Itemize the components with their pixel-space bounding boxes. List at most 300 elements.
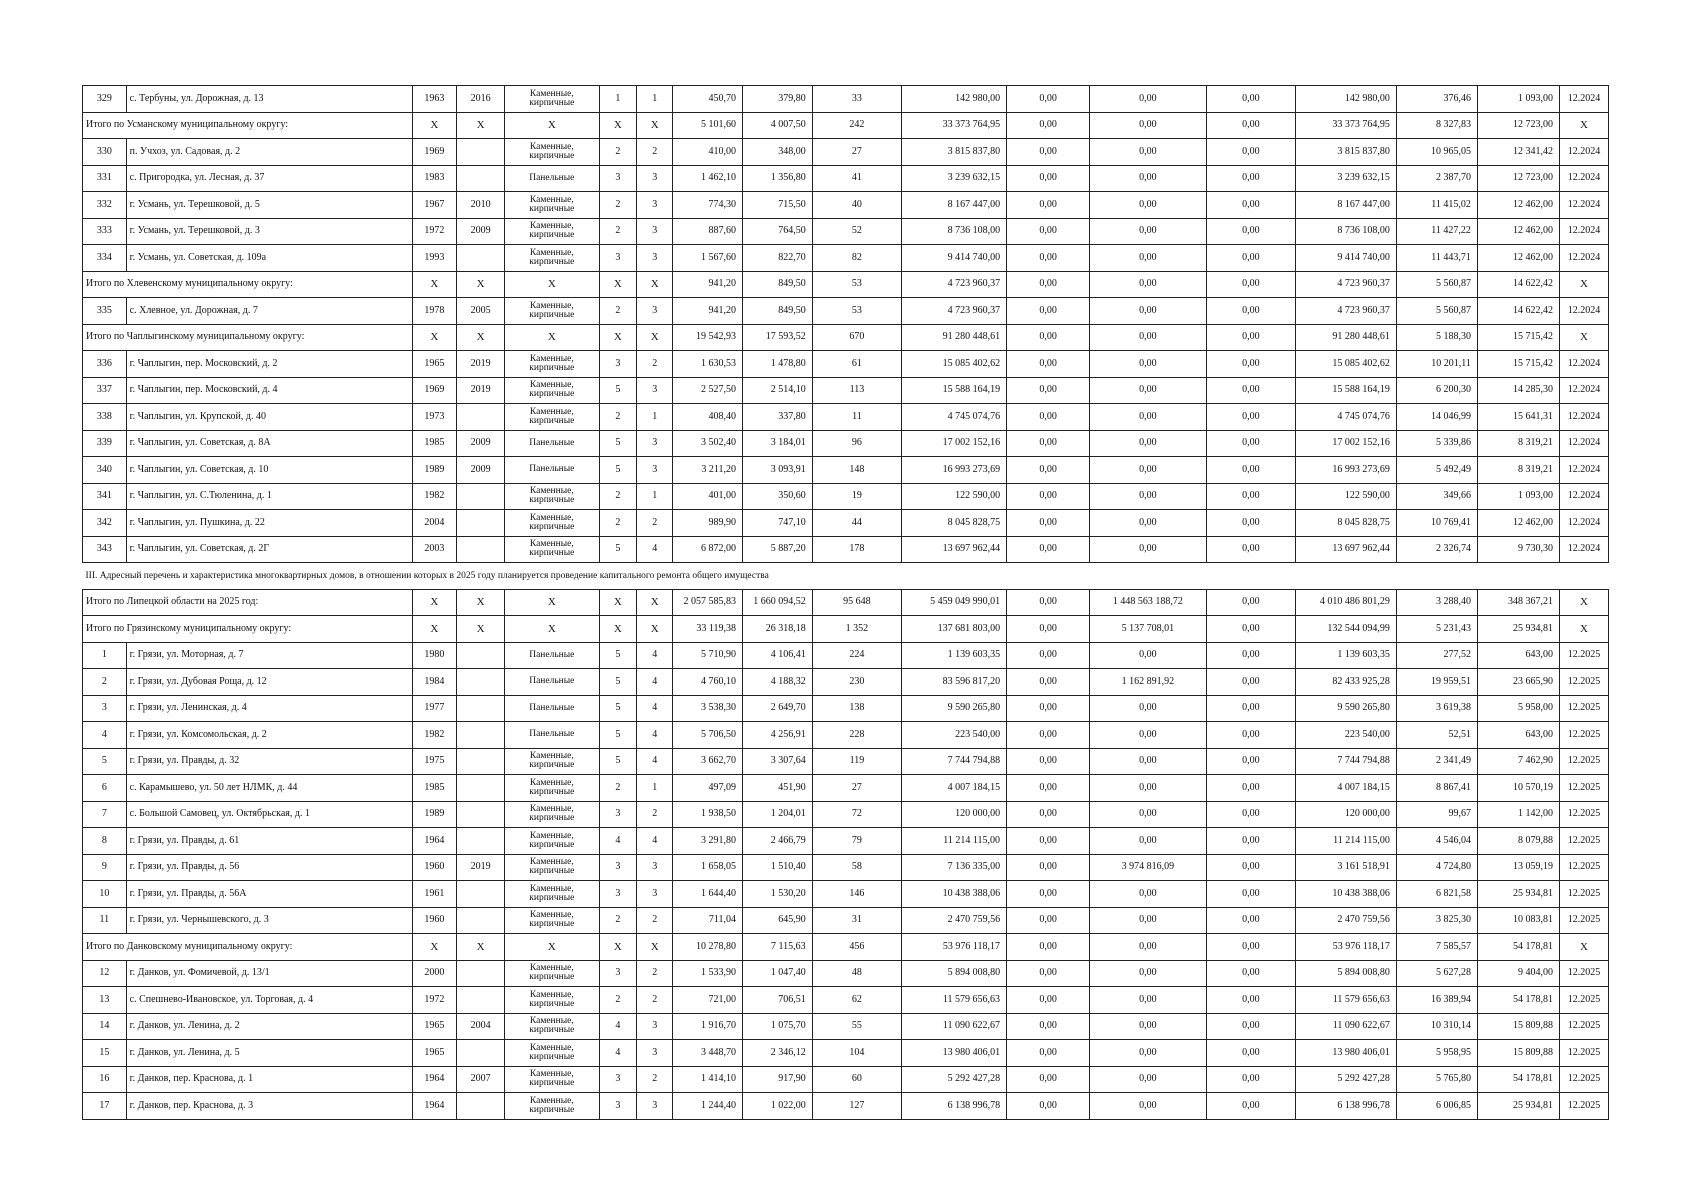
wall-material-cell: Каменные, кирпичные [505, 828, 600, 855]
entrances-cell: 3 [637, 854, 673, 881]
c2-cell: 0,00 [1090, 86, 1206, 113]
entrances-cell: 4 [637, 722, 673, 749]
unit-cell: 6 006,85 [1396, 1093, 1477, 1120]
wall-material-cell: X [505, 589, 600, 616]
year-built-cell: 1963 [412, 86, 457, 113]
last-repair-year-cell: X [457, 112, 505, 139]
wall-material-cell: Каменные, кирпичные [505, 748, 600, 775]
people-cell: 62 [812, 987, 901, 1014]
c1-cell: 0,00 [1007, 748, 1090, 775]
c3-cell: 0,00 [1206, 298, 1295, 325]
last-repair-year-cell: 2005 [457, 298, 505, 325]
c4-cell: 15 085 402,62 [1296, 351, 1397, 378]
term-cell: 12.2025 [1560, 775, 1609, 802]
c3-cell: 0,00 [1206, 1093, 1295, 1120]
year-built-cell: 2000 [412, 960, 457, 987]
row-number: 340 [83, 457, 127, 484]
section-heading: III. Адресный перечень и характеристика многоквартирных домов, в отношении которых в 2025 году планируется проведение капитального ремонта общего имущества [83, 563, 1609, 590]
c1-cell: 0,00 [1007, 457, 1090, 484]
area-res-cell: 1 530,20 [743, 881, 813, 908]
year-built-cell: 1984 [412, 669, 457, 696]
limit-cell: 5 958,00 [1477, 695, 1559, 722]
wall-material-cell: Каменные, кирпичные [505, 1093, 600, 1120]
c2-cell: 0,00 [1090, 324, 1206, 351]
area-res-cell: 1 660 094,52 [743, 589, 813, 616]
c4-cell: 11 090 622,67 [1296, 1013, 1397, 1040]
unit-cell: 52,51 [1396, 722, 1477, 749]
area-res-cell: 5 887,20 [743, 536, 813, 563]
floors-cell: 1 [599, 86, 636, 113]
limit-cell: 348 367,21 [1477, 589, 1559, 616]
limit-cell: 643,00 [1477, 642, 1559, 669]
year-built-cell: 1969 [412, 139, 457, 166]
people-cell: 148 [812, 457, 901, 484]
area-total-cell: 5 101,60 [673, 112, 743, 139]
c1-cell: 0,00 [1007, 934, 1090, 961]
c3-cell: 0,00 [1206, 218, 1295, 245]
wall-material-cell: Каменные, кирпичные [505, 139, 600, 166]
area-res-cell: 7 115,63 [743, 934, 813, 961]
c4-cell: 11 579 656,63 [1296, 987, 1397, 1014]
unit-cell: 4 724,80 [1396, 854, 1477, 881]
table-row [83, 351, 1609, 378]
wall-material-cell: X [505, 324, 600, 351]
unit-cell: 99,67 [1396, 801, 1477, 828]
address-cell: п. Учхоз, ул. Садовая, д. 2 [126, 139, 412, 166]
area-res-cell: 3 093,91 [743, 457, 813, 484]
area-total-cell: 711,04 [673, 907, 743, 934]
row-number: 16 [83, 1066, 127, 1093]
c2-cell: 0,00 [1090, 430, 1206, 457]
address-cell: с. Тербуны, ул. Дорожная, д. 13 [126, 86, 412, 113]
address-cell: г. Данков, ул. Фомичевой, д. 13/1 [126, 960, 412, 987]
entrances-cell: 2 [637, 1066, 673, 1093]
area-total-cell: 401,00 [673, 483, 743, 510]
year-built-cell: 1960 [412, 854, 457, 881]
address-cell: г. Чаплыгин, пер. Московский, д. 4 [126, 377, 412, 404]
c3-cell: 0,00 [1206, 1040, 1295, 1067]
address-cell: г. Грязи, ул. Чернышевского, д. 3 [126, 907, 412, 934]
address-cell: г. Грязи, ул. Ленинская, д. 4 [126, 695, 412, 722]
c3-cell: 0,00 [1206, 139, 1295, 166]
floors-cell: 5 [599, 457, 636, 484]
c3-cell: 0,00 [1206, 748, 1295, 775]
floors-cell: 3 [599, 351, 636, 378]
wall-material-cell: Каменные, кирпичные [505, 192, 600, 219]
c1-cell: 0,00 [1007, 1013, 1090, 1040]
limit-cell: 23 665,90 [1477, 669, 1559, 696]
c1-cell: 0,00 [1007, 775, 1090, 802]
year-built-cell: 1993 [412, 245, 457, 272]
unit-cell: 5 231,43 [1396, 616, 1477, 643]
wall-material-cell: Панельные [505, 457, 600, 484]
address-cell: г. Усмань, ул. Терешковой, д. 5 [126, 192, 412, 219]
c4-cell: 3 161 518,91 [1296, 854, 1397, 881]
term-cell: 12.2024 [1560, 430, 1609, 457]
c3-cell: 0,00 [1206, 642, 1295, 669]
limit-cell: 25 934,81 [1477, 616, 1559, 643]
cost-cell: 120 000,00 [902, 801, 1007, 828]
address-cell: г. Данков, пер. Краснова, д. 3 [126, 1093, 412, 1120]
unit-cell: 2 341,49 [1396, 748, 1477, 775]
c1-cell: 0,00 [1007, 801, 1090, 828]
people-cell: 52 [812, 218, 901, 245]
row-number: 336 [83, 351, 127, 378]
year-built-cell: 1983 [412, 165, 457, 192]
year-built-cell: 1965 [412, 1013, 457, 1040]
floors-cell: X [599, 271, 636, 298]
table-row [83, 1040, 1609, 1067]
year-built-cell: 1972 [412, 218, 457, 245]
c1-cell: 0,00 [1007, 510, 1090, 537]
limit-cell: 12 462,00 [1477, 510, 1559, 537]
floors-cell: X [599, 616, 636, 643]
people-cell: 104 [812, 1040, 901, 1067]
limit-cell: 12 723,00 [1477, 165, 1559, 192]
wall-material-cell: Каменные, кирпичные [505, 881, 600, 908]
last-repair-year-cell: 2016 [457, 86, 505, 113]
area-res-cell: 706,51 [743, 987, 813, 1014]
row-number: 7 [83, 801, 127, 828]
entrances-cell: 3 [637, 245, 673, 272]
floors-cell: X [599, 112, 636, 139]
limit-cell: 12 723,00 [1477, 112, 1559, 139]
subtotal-row [83, 589, 1609, 616]
table-row [83, 483, 1609, 510]
address-cell: г. Данков, ул. Ленина, д. 5 [126, 1040, 412, 1067]
area-total-cell: 1 567,60 [673, 245, 743, 272]
area-total-cell: 1 658,05 [673, 854, 743, 881]
c3-cell: 0,00 [1206, 351, 1295, 378]
limit-cell: 54 178,81 [1477, 987, 1559, 1014]
c2-cell: 0,00 [1090, 1040, 1206, 1067]
limit-cell: 643,00 [1477, 722, 1559, 749]
cost-cell: 16 993 273,69 [902, 457, 1007, 484]
year-built-cell: 1964 [412, 1093, 457, 1120]
area-total-cell: 887,60 [673, 218, 743, 245]
address-cell: г. Данков, ул. Ленина, д. 2 [126, 1013, 412, 1040]
unit-cell: 3 619,38 [1396, 695, 1477, 722]
row-number: 1 [83, 642, 127, 669]
table-row [83, 960, 1609, 987]
row-number: 5 [83, 748, 127, 775]
cost-cell: 4 007 184,15 [902, 775, 1007, 802]
term-cell: 12.2024 [1560, 457, 1609, 484]
wall-material-cell: Каменные, кирпичные [505, 218, 600, 245]
unit-cell: 11 415,02 [1396, 192, 1477, 219]
last-repair-year-cell: 2009 [457, 430, 505, 457]
floors-cell: 5 [599, 748, 636, 775]
wall-material-cell: Каменные, кирпичные [505, 298, 600, 325]
entrances-cell: 1 [637, 775, 673, 802]
c1-cell: 0,00 [1007, 1093, 1090, 1120]
cost-cell: 9 590 265,80 [902, 695, 1007, 722]
limit-cell: 15 641,31 [1477, 404, 1559, 431]
table-row [83, 722, 1609, 749]
table-row [83, 642, 1609, 669]
c3-cell: 0,00 [1206, 483, 1295, 510]
limit-cell: 12 462,00 [1477, 218, 1559, 245]
limit-cell: 54 178,81 [1477, 1066, 1559, 1093]
last-repair-year-cell [457, 748, 505, 775]
entrances-cell: X [637, 934, 673, 961]
wall-material-cell: Панельные [505, 669, 600, 696]
year-built-cell: 1989 [412, 801, 457, 828]
year-built-cell: X [412, 589, 457, 616]
last-repair-year-cell [457, 695, 505, 722]
last-repair-year-cell: X [457, 324, 505, 351]
area-total-cell: 1 244,40 [673, 1093, 743, 1120]
term-cell: 12.2024 [1560, 510, 1609, 537]
year-built-cell: 1989 [412, 457, 457, 484]
row-number: 334 [83, 245, 127, 272]
cost-cell: 4 723 960,37 [902, 271, 1007, 298]
people-cell: 11 [812, 404, 901, 431]
row-number: 17 [83, 1093, 127, 1120]
row-number: 6 [83, 775, 127, 802]
area-res-cell: 715,50 [743, 192, 813, 219]
subtotal-label: Итого по Грязинскому муниципальному округу: [83, 616, 413, 643]
c2-cell: 0,00 [1090, 218, 1206, 245]
cost-cell: 7 744 794,88 [902, 748, 1007, 775]
c1-cell: 0,00 [1007, 881, 1090, 908]
limit-cell: 12 462,00 [1477, 192, 1559, 219]
area-total-cell: 410,00 [673, 139, 743, 166]
row-number: 342 [83, 510, 127, 537]
table-row [83, 165, 1609, 192]
row-number: 341 [83, 483, 127, 510]
wall-material-cell: Каменные, кирпичные [505, 907, 600, 934]
wall-material-cell: Каменные, кирпичные [505, 510, 600, 537]
c2-cell: 0,00 [1090, 1013, 1206, 1040]
c2-cell: 0,00 [1090, 457, 1206, 484]
floors-cell: 2 [599, 510, 636, 537]
area-total-cell: 774,30 [673, 192, 743, 219]
cost-cell: 15 588 164,19 [902, 377, 1007, 404]
unit-cell: 11 427,22 [1396, 218, 1477, 245]
year-built-cell: X [412, 324, 457, 351]
area-total-cell: 941,20 [673, 298, 743, 325]
limit-cell: 8 319,21 [1477, 430, 1559, 457]
term-cell: 12.2025 [1560, 695, 1609, 722]
table-row [83, 245, 1609, 272]
area-total-cell: 6 872,00 [673, 536, 743, 563]
term-cell: 12.2025 [1560, 1040, 1609, 1067]
area-res-cell: 3 184,01 [743, 430, 813, 457]
area-res-cell: 1 510,40 [743, 854, 813, 881]
cost-cell: 11 090 622,67 [902, 1013, 1007, 1040]
year-built-cell: 1975 [412, 748, 457, 775]
floors-cell: 5 [599, 722, 636, 749]
floors-cell: 3 [599, 245, 636, 272]
entrances-cell: 3 [637, 430, 673, 457]
c4-cell: 3 815 837,80 [1296, 139, 1397, 166]
people-cell: 113 [812, 377, 901, 404]
people-cell: 40 [812, 192, 901, 219]
c2-cell: 0,00 [1090, 298, 1206, 325]
c1-cell: 0,00 [1007, 112, 1090, 139]
area-res-cell: 1 075,70 [743, 1013, 813, 1040]
term-cell: X [1560, 271, 1609, 298]
floors-cell: X [599, 324, 636, 351]
people-cell: 670 [812, 324, 901, 351]
wall-material-cell: Каменные, кирпичные [505, 351, 600, 378]
year-built-cell: 1969 [412, 377, 457, 404]
c4-cell: 91 280 448,61 [1296, 324, 1397, 351]
c2-cell: 1 448 563 188,72 [1090, 589, 1206, 616]
c1-cell: 0,00 [1007, 695, 1090, 722]
people-cell: 27 [812, 139, 901, 166]
year-built-cell: X [412, 112, 457, 139]
people-cell: 79 [812, 828, 901, 855]
cost-cell: 6 138 996,78 [902, 1093, 1007, 1120]
entrances-cell: 3 [637, 881, 673, 908]
area-res-cell: 2 346,12 [743, 1040, 813, 1067]
row-number: 331 [83, 165, 127, 192]
wall-material-cell: Панельные [505, 695, 600, 722]
area-res-cell: 764,50 [743, 218, 813, 245]
wall-material-cell: Каменные, кирпичные [505, 1013, 600, 1040]
area-total-cell: 2 057 585,83 [673, 589, 743, 616]
floors-cell: 5 [599, 669, 636, 696]
limit-cell: 10 083,81 [1477, 907, 1559, 934]
c4-cell: 122 590,00 [1296, 483, 1397, 510]
area-total-cell: 5 710,90 [673, 642, 743, 669]
address-cell: г. Чаплыгин, ул. Крупской, д. 40 [126, 404, 412, 431]
area-total-cell: 408,40 [673, 404, 743, 431]
last-repair-year-cell [457, 907, 505, 934]
c1-cell: 0,00 [1007, 430, 1090, 457]
entrances-cell: 3 [637, 457, 673, 484]
c4-cell: 6 138 996,78 [1296, 1093, 1397, 1120]
floors-cell: 2 [599, 218, 636, 245]
cost-cell: 11 579 656,63 [902, 987, 1007, 1014]
row-number: 9 [83, 854, 127, 881]
address-cell: г. Грязи, ул. Комсомольская, д. 2 [126, 722, 412, 749]
term-cell: 12.2025 [1560, 1066, 1609, 1093]
subtotal-row [83, 616, 1609, 643]
unit-cell: 5 188,30 [1396, 324, 1477, 351]
c4-cell: 10 438 388,06 [1296, 881, 1397, 908]
c3-cell: 0,00 [1206, 987, 1295, 1014]
wall-material-cell: Панельные [505, 430, 600, 457]
entrances-cell: X [637, 112, 673, 139]
last-repair-year-cell: 2010 [457, 192, 505, 219]
subtotal-label: Итого по Липецкой области на 2025 год: [83, 589, 413, 616]
c2-cell: 0,00 [1090, 192, 1206, 219]
unit-cell: 5 560,87 [1396, 298, 1477, 325]
c2-cell: 0,00 [1090, 934, 1206, 961]
floors-cell: 5 [599, 536, 636, 563]
c2-cell: 0,00 [1090, 351, 1206, 378]
area-total-cell: 3 448,70 [673, 1040, 743, 1067]
row-number: 15 [83, 1040, 127, 1067]
c4-cell: 8 045 828,75 [1296, 510, 1397, 537]
row-number: 4 [83, 722, 127, 749]
table-row [83, 218, 1609, 245]
c4-cell: 142 980,00 [1296, 86, 1397, 113]
unit-cell: 376,46 [1396, 86, 1477, 113]
area-res-cell: 337,80 [743, 404, 813, 431]
cost-cell: 2 470 759,56 [902, 907, 1007, 934]
term-cell: 12.2025 [1560, 748, 1609, 775]
area-res-cell: 26 318,18 [743, 616, 813, 643]
entrances-cell: 2 [637, 907, 673, 934]
c3-cell: 0,00 [1206, 165, 1295, 192]
cost-cell: 7 136 335,00 [902, 854, 1007, 881]
cost-cell: 13 697 962,44 [902, 536, 1007, 563]
table-row [83, 1013, 1609, 1040]
area-res-cell: 747,10 [743, 510, 813, 537]
c1-cell: 0,00 [1007, 907, 1090, 934]
c2-cell: 3 974 816,09 [1090, 854, 1206, 881]
unit-cell: 6 821,58 [1396, 881, 1477, 908]
area-res-cell: 4 188,32 [743, 669, 813, 696]
area-res-cell: 822,70 [743, 245, 813, 272]
entrances-cell: 2 [637, 351, 673, 378]
row-number: 332 [83, 192, 127, 219]
cost-cell: 4 745 074,76 [902, 404, 1007, 431]
unit-cell: 5 560,87 [1396, 271, 1477, 298]
c1-cell: 0,00 [1007, 1040, 1090, 1067]
c1-cell: 0,00 [1007, 192, 1090, 219]
table-row [83, 669, 1609, 696]
term-cell: 12.2024 [1560, 139, 1609, 166]
cost-cell: 4 723 960,37 [902, 298, 1007, 325]
c2-cell: 0,00 [1090, 112, 1206, 139]
area-res-cell: 2 514,10 [743, 377, 813, 404]
c1-cell: 0,00 [1007, 351, 1090, 378]
c1-cell: 0,00 [1007, 589, 1090, 616]
limit-cell: 15 809,88 [1477, 1040, 1559, 1067]
limit-cell: 25 934,81 [1477, 1093, 1559, 1120]
year-built-cell: 1964 [412, 1066, 457, 1093]
area-total-cell: 4 760,10 [673, 669, 743, 696]
entrances-cell: 3 [637, 1093, 673, 1120]
entrances-cell: 3 [637, 192, 673, 219]
table-row [83, 192, 1609, 219]
c1-cell: 0,00 [1007, 139, 1090, 166]
cost-cell: 33 373 764,95 [902, 112, 1007, 139]
table-row [83, 881, 1609, 908]
address-cell: г. Грязи, ул. Правды, д. 61 [126, 828, 412, 855]
entrances-cell: 3 [637, 1040, 673, 1067]
limit-cell: 15 715,42 [1477, 324, 1559, 351]
last-repair-year-cell [457, 642, 505, 669]
address-cell: г. Грязи, ул. Дубовая Роща, д. 12 [126, 669, 412, 696]
area-res-cell: 348,00 [743, 139, 813, 166]
row-number: 3 [83, 695, 127, 722]
c1-cell: 0,00 [1007, 324, 1090, 351]
last-repair-year-cell: X [457, 589, 505, 616]
people-cell: 1 352 [812, 616, 901, 643]
limit-cell: 13 059,19 [1477, 854, 1559, 881]
c3-cell: 0,00 [1206, 377, 1295, 404]
area-total-cell: 5 706,50 [673, 722, 743, 749]
floors-cell: 3 [599, 801, 636, 828]
people-cell: 82 [812, 245, 901, 272]
c3-cell: 0,00 [1206, 271, 1295, 298]
people-cell: 138 [812, 695, 901, 722]
address-cell: г. Усмань, ул. Советская, д. 109а [126, 245, 412, 272]
row-number: 8 [83, 828, 127, 855]
term-cell: X [1560, 616, 1609, 643]
c4-cell: 13 697 962,44 [1296, 536, 1397, 563]
c3-cell: 0,00 [1206, 881, 1295, 908]
term-cell: 12.2024 [1560, 483, 1609, 510]
cost-cell: 15 085 402,62 [902, 351, 1007, 378]
floors-cell: 4 [599, 828, 636, 855]
